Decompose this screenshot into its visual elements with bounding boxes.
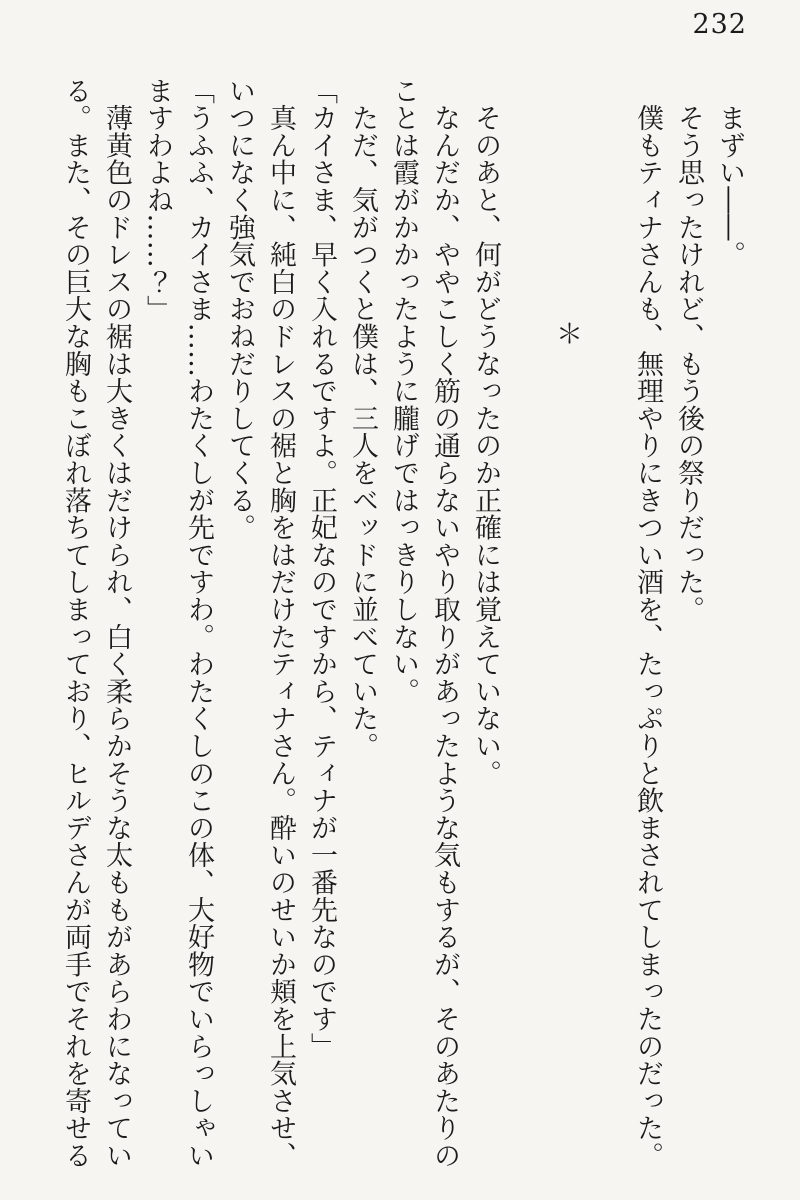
- text-column: 「カイさま、早く入れるですよ。正妃なのですから、ティナが一番先なのです」: [306, 77, 337, 1060]
- text-column: 薄黄色のドレスの裾は大きくはだけられ、白く柔らかそうな太ももがあらわになってい: [101, 77, 132, 1169]
- text-column: 僕もティナさんも、無理やりにきつい酒を、たっぷりと飲まされてしまったのだった。: [632, 77, 663, 1169]
- text-column: 「うふふ、カイさま……わたくしが先ですわ。わたくしのこの体、大好物でいらっしゃい: [183, 77, 214, 1169]
- text-area: [50, 77, 750, 1169]
- scene-break-marker: ＊: [551, 320, 582, 348]
- text-column: そう思ったけれど、もう後の祭りだった。: [673, 77, 704, 623]
- text-column: ことは霞がかかったように朧げではっきりしない。: [388, 77, 419, 705]
- text-column: なんだか、ややこしく筋の通らないやり取りがあったような気もするが、そのあたりの: [429, 77, 460, 1169]
- text-column: る。また、その巨大な胸もこぼれ落ちてしまっており、ヒルデさんが両手でそれを寄せる: [60, 77, 91, 1169]
- text-column: ますわよね……？」: [142, 77, 173, 323]
- text-column: そのあと、何がどうなったのか正確には覚えていない。: [470, 77, 501, 787]
- text-column: 真ん中に、純白のドレスの裾と胸をはだけたティナさん。酔いのせいか頬を上気させ、: [265, 77, 296, 1169]
- page-number: 232: [692, 9, 747, 40]
- text-column: いつになく強気でおねだりしてくる。: [224, 77, 255, 542]
- text-column: まずい――。: [714, 77, 745, 269]
- text-column: ただ、気がつくと僕は、三人をベッドに並べていた。: [347, 77, 378, 760]
